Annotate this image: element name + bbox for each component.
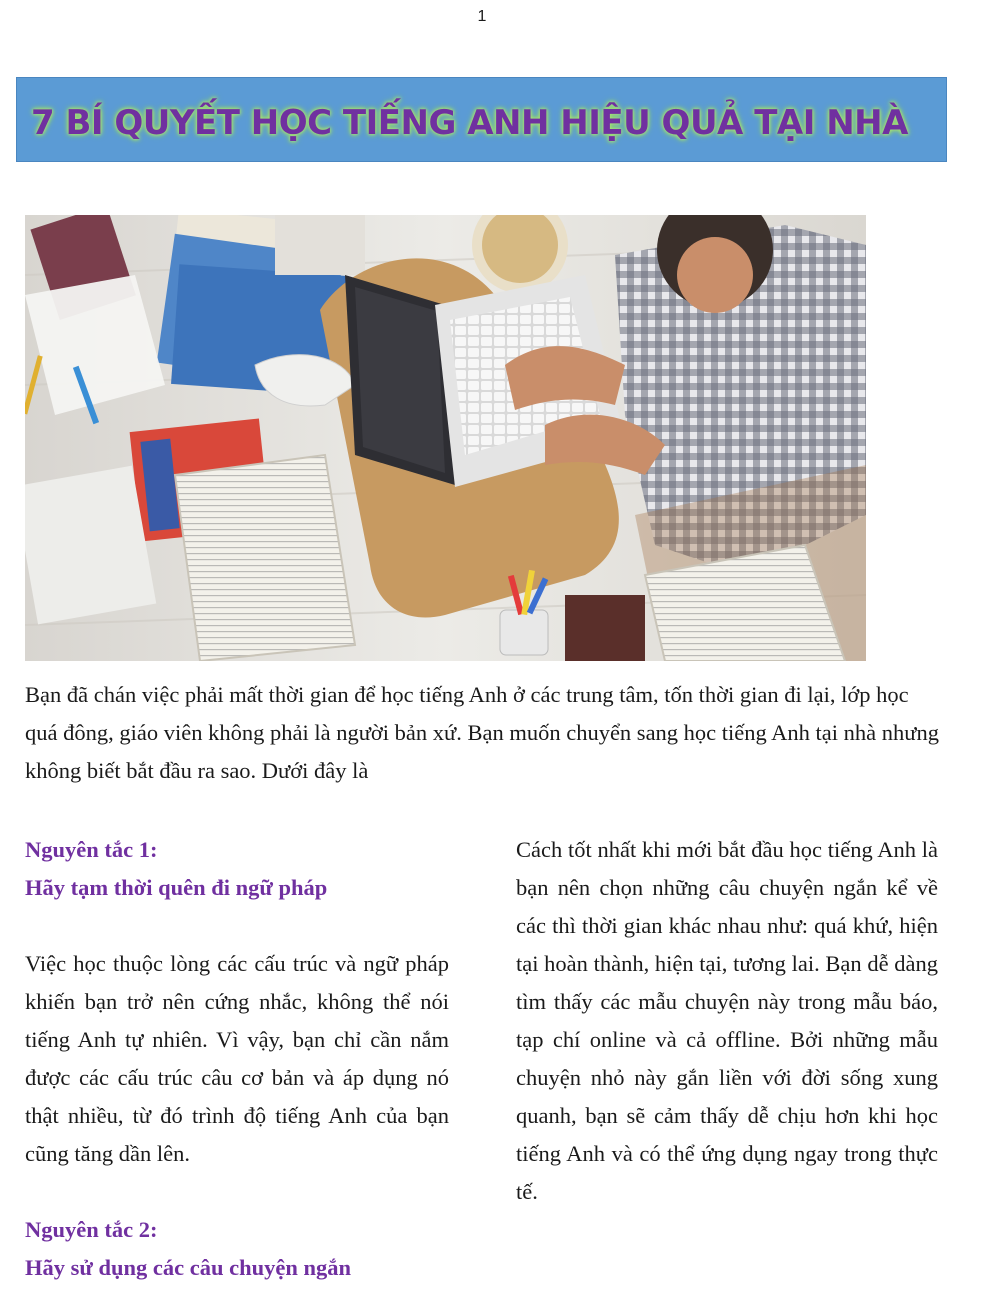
intro-paragraph: Bạn đã chán việc phải mất thời gian để học tiếng Anh ở các trung tâm, tốn thời gian đi lại, lớp học quá đông, giáo viên không phải là người bản xứ. Bạn muốn chuyển sang học tiếng Anh tại nhà nhưng không biết bắt đầu ra sao. Dưới đây là bbox=[25, 682, 939, 783]
title-banner bbox=[16, 77, 947, 162]
principle-2-heading: Hãy sử dụng các câu chuyện ngắn bbox=[25, 1255, 352, 1280]
page-title: 7 BÍ QUYẾT HỌC TIẾNG ANH HIỆU QUẢ TẠI NHÀ bbox=[31, 102, 908, 143]
principle-1-label: Nguyên tắc 1: bbox=[25, 837, 158, 862]
page-number: 1 bbox=[477, 8, 487, 25]
principle-2-body: Cách tốt nhất khi mới bắt đầu học tiếng Anh là bạn nên chọn những câu chuyện ngắn kể về các thì thời gian khác nhau như: quá khứ, hiện tại hoàn thành, hiện tại, tương lai. Bạn dễ dàng tìm thấy các mẫu chuyện này trong mẫu báo, tạp chí online và cả offline. Bởi những mẫu chuyện nhỏ này gắn liền với đời sống xung quanh, bạn sẽ cảm thấy dễ chịu hơn khi học tiếng Anh và có thể ứng dụng ngay trong thực tế. bbox=[516, 837, 938, 1204]
hero-photo bbox=[25, 215, 866, 661]
right-column bbox=[516, 831, 938, 1211]
left-column bbox=[25, 831, 449, 1287]
principle-1-body: Việc học thuộc lòng các cấu trúc và ngữ pháp khiến bạn trở nên cứng nhắc, không thể nói tiếng Anh tự nhiên. Vì vậy, bạn chỉ cần nắm được các cấu trúc câu cơ bản và áp dụng nó thật nhiều, từ đó trình độ tiếng Anh của bạn cũng tăng dần lên. bbox=[25, 951, 449, 1166]
principle-1-heading: Hãy tạm thời quên đi ngữ pháp bbox=[25, 875, 328, 900]
principle-2-label: Nguyên tắc 2: bbox=[25, 1217, 158, 1242]
